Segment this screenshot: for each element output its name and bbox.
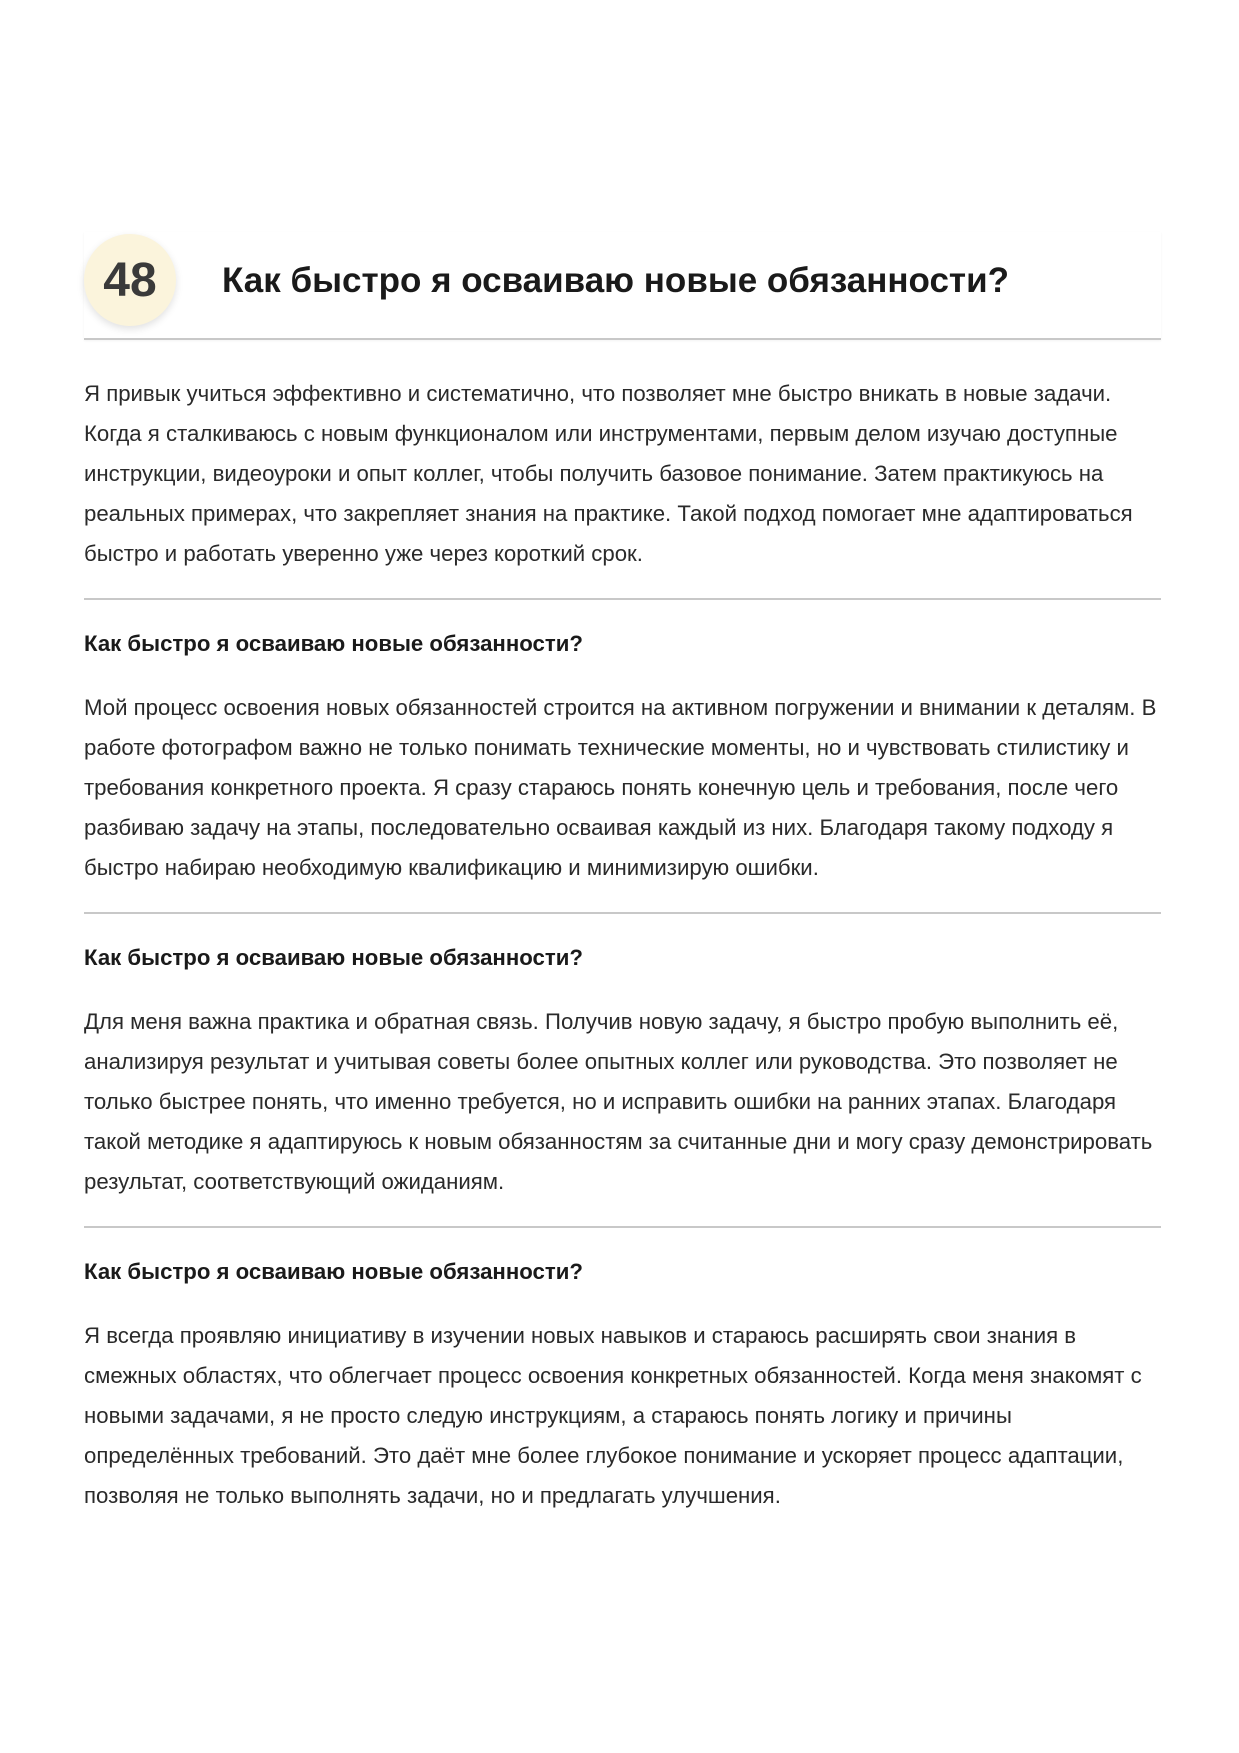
question-header xyxy=(84,232,1161,340)
answer-section-3 xyxy=(84,1226,1161,1540)
answer-section-1 xyxy=(84,598,1161,912)
answer-heading: Как быстро я осваиваю новые обязанности? xyxy=(84,631,583,656)
answer-body: Мой процесс освоения новых обязанностей строится на активном погружении и внимании к деталям. В работе фотографом важно не только понимать технические моменты, но и чувствовать стилистику и требования конкретного проекта. Я сразу стараюсь понять конечную цель и требования, после чего разбиваю задачу на этапы, последовательно осваивая каждый из них. Благодаря такому подходу я быстро набираю необходимую квалификацию и минимизирую ошибки. xyxy=(84,695,1157,880)
answer-body: Для меня важна практика и обратная связь. Получив новую задачу, я быстро пробую выполнить её, анализируя результат и учитывая советы более опытных коллег или руководства. Это позволяет не только быстрее понять, что именно требуется, но и исправить ошибки на ранних этапах. Благодаря такой методике я адаптируюсь к новым обязанностям за считанные дни и могу сразу демонстрировать результат, соответствующий ожиданиям. xyxy=(84,1009,1153,1194)
answer-section-2 xyxy=(84,912,1161,1226)
question-title: Как быстро я осваиваю новые обязанности? xyxy=(222,261,1009,300)
document-page xyxy=(84,232,1161,1540)
answer-body: Я всегда проявляю инициативу в изучении новых навыков и стараюсь расширять свои знания в смежных областях, что облегчает процесс освоения конкретных обязанностей. Когда меня знакомят с новыми задачами, я не просто следую инструкциям, а стараюсь понять логику и причины определённых требований. Это даёт мне более глубокое понимание и ускоряет процесс адаптации, позволяя не только выполнять задачи, но и предлагать улучшения. xyxy=(84,1323,1142,1508)
intro-paragraph: Я привык учиться эффективно и систематично, что позволяет мне быстро вникать в новые задачи. Когда я сталкиваюсь с новым функционалом или инструментами, первым делом изучаю доступные инструкции, видеоуроки и опыт коллег, чтобы получить базовое понимание. Затем практикуюсь на реальных примерах, что закрепляет знания на практике. Такой подход помогает мне адаптироваться быстро и работать уверенно уже через короткий срок. xyxy=(84,381,1133,566)
answer-heading: Как быстро я осваиваю новые обязанности? xyxy=(84,945,583,970)
question-number-badge: 48 xyxy=(84,234,176,326)
answer-heading: Как быстро я осваиваю новые обязанности? xyxy=(84,1259,583,1284)
